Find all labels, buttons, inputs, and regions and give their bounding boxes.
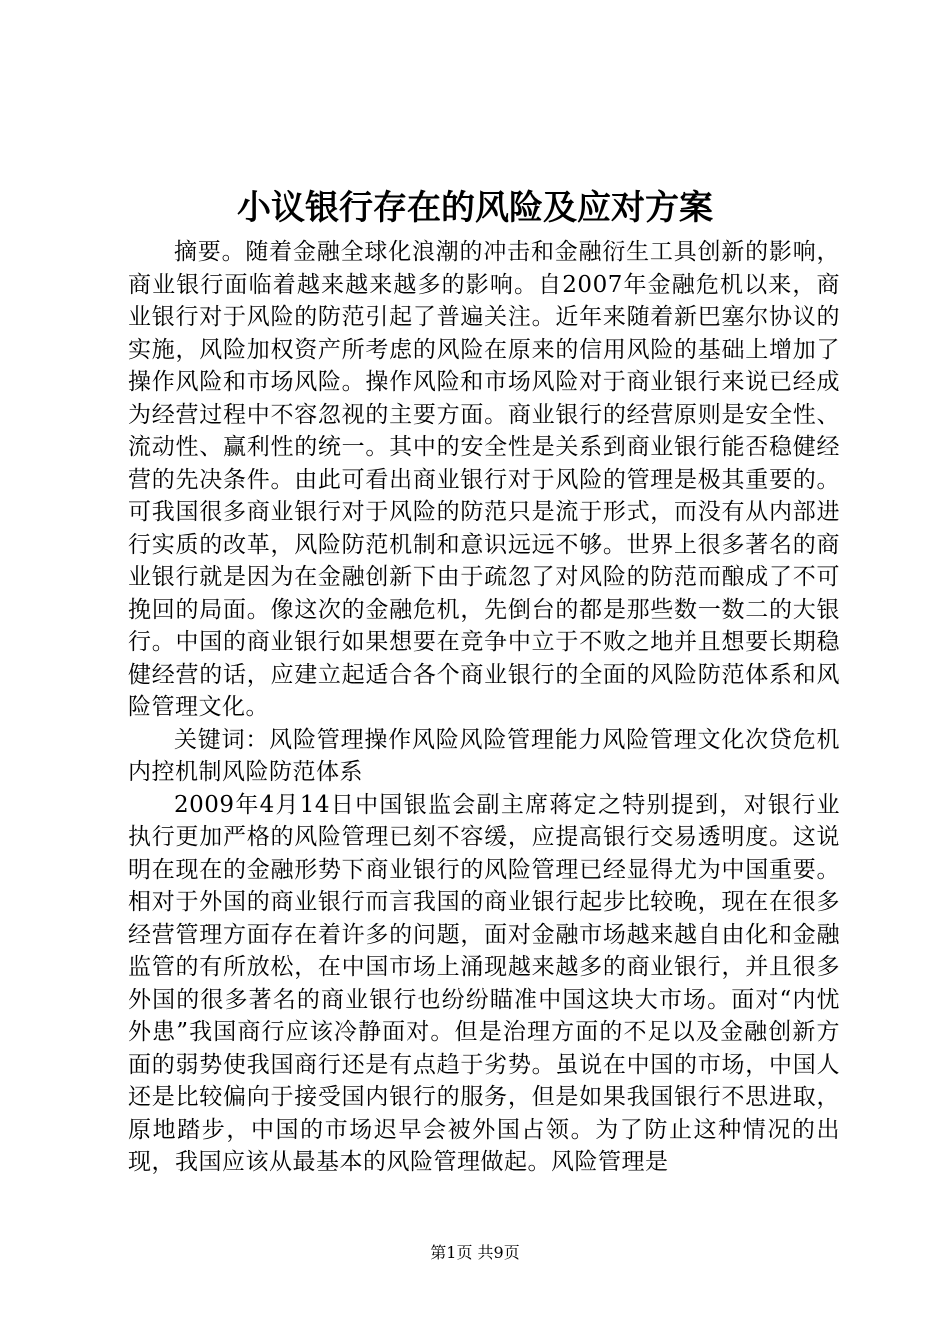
document-body (128, 236, 840, 1179)
body-paragraph: 2009年4月14日中国银监会副主席蒋定之特别提到，对银行业执行更加严格的风险管理已刻不容缓，应提高银行交易透明度。这说明在现在的金融形势下商业银行的风险管理已经显得尤为中国重要。相对于外国的商业银行而言我国的商业银行起步比较晚，现在在很多经营管理方面存在着许多的问题，面对金融市场越来越自由化和金融监管的有所放松，在中国市场上涌现越来越多的商业银行，并且很多外国的很多著名的商业银行也纷纷瞄准中国这块大市场。面对“内忧外患”我国商行应该冷静面对。但是治理方面的不足以及金融创新方面的弱势使我国商行还是有点趋于劣势。虽说在中国的市场，中国人还是比较偏向于接受国内银行的服务，但是如果我国银行不思进取，原地踏步，中国的市场迟早会被外国占领。为了防止这种情况的出现，我国应该从最基本的风险管理做起。风险管理是 (128, 791, 840, 1175)
abstract-paragraph: 摘要。随着金融全球化浪潮的冲击和金融衍生工具创新的影响，商业银行面临着越来越来越多的影响。自2007年金融危机以来，商业银行对于风险的防范引起了普遍关注。近年来随着新巴塞尔协议的实施，风险加权资产所考虑的风险在原来的信用风险的基础上增加了操作风险和市场风险。操作风险和市场风险对于商业银行来说已经成为经营过程中不容忽视的主要方面。商业银行的经营原则是安全性、流动性、赢利性的统一。其中的安全性是关系到商业银行能否稳健经营的先决条件。由此可看出商业银行对于风险的管理是极其重要的。可我国很多商业银行对于风险的防范只是流于形式，而没有从内部进行实质的改革，风险防范机制和意识远远不够。世界上很多著名的商业银行就是因为在金融创新下由于疏忽了对风险的防范而酿成了不可挽回的局面。像这次的金融危机，先倒台的都是那些数一数二的大银行。中国的商业银行如果想要在竞争中立于不败之地并且想要长期稳健经营的话，应建立起适合各个商业银行的全面的风险防范体系和风险管理文化。 (128, 239, 840, 720)
page-footer: 第1页 共9页 (430, 1243, 520, 1262)
keywords-paragraph: 关键词：风险管理操作风险风险管理能力风险管理文化次贷危机内控机制风险防范体系 (128, 726, 840, 785)
document-title: 小议银行存在的风险及应对方案 (237, 188, 713, 228)
